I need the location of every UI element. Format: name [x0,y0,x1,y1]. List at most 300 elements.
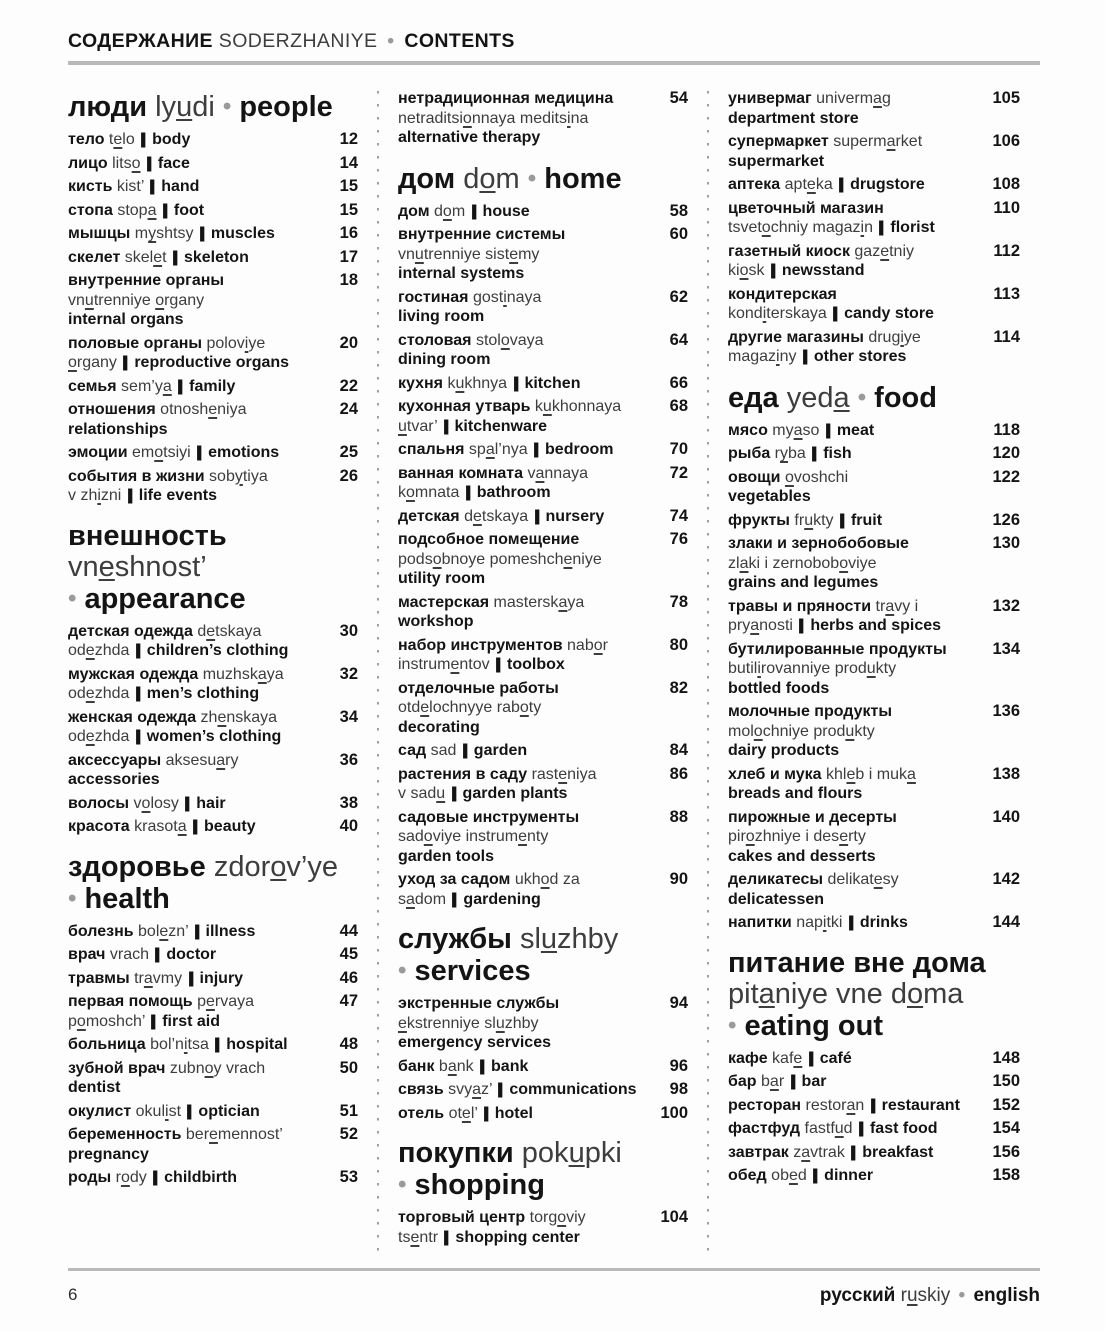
russian-term: роды [68,1169,112,1186]
entry-line [728,1072,978,1092]
entry-line [68,817,316,837]
page-number: 40 [339,817,358,835]
russian-term: отель [398,1104,445,1122]
russian-term: кухонная утварь [398,398,531,415]
russian-term: банк [398,1057,435,1075]
entry-line [68,852,358,883]
bullet-dot: • [68,884,77,912]
entry-line [728,679,978,699]
page-number: 80 [669,635,688,654]
english-term: garden tools [398,847,495,865]
separator-bar: | [531,441,542,458]
entry-line [68,622,316,642]
header-russian-title: СОДЕРЖАНИЕ [68,30,213,52]
transliteration: supermarket [833,133,923,150]
russian-term: события в жизни [68,467,205,485]
transliteration: v sadu [398,785,446,802]
toc-entry [398,679,688,738]
entry-line [398,128,646,148]
page-number: 88 [669,807,688,826]
transliteration: detskaya [197,622,262,640]
page-number: 47 [339,992,358,1010]
toc-entry [68,1125,358,1164]
entry-line [398,464,646,484]
separator-bar: | [450,890,460,908]
entry-line [68,154,316,174]
page-number: 156 [992,1142,1020,1161]
page-number: 104 [660,1208,688,1226]
transliteration: frukty [794,511,834,529]
separator-bar: | [133,642,143,659]
column-divider [377,91,379,1255]
transliteration: vnutrenniye organy [68,291,205,309]
transliteration: bank [438,1057,474,1075]
separator-bar: | [133,685,143,702]
transliteration: vrach [109,946,149,963]
toc-entry [68,751,358,790]
transliteration: zubnoy vrach [169,1059,266,1077]
separator-bar: | [144,154,154,172]
separator-bar: | [806,1049,816,1067]
toc-entry [728,511,1020,531]
separator-bar: | [160,201,170,219]
entry-line [398,1208,646,1228]
entry-line [398,109,646,129]
transliteration: travy i [875,597,919,615]
english-term: communications [509,1081,637,1098]
entry-line [398,847,646,867]
russian-term: напитки [728,914,792,931]
toc-entry [398,89,688,148]
english-term: shopping center [455,1228,580,1246]
russian-term: еда [728,381,779,414]
toc-entry [398,870,688,909]
entry-line [68,91,358,123]
russian-term: кухня [398,374,443,392]
russian-term: овощи [728,468,781,486]
page-number: 150 [992,1072,1020,1090]
separator-bar: | [837,511,847,529]
transliteration: sad [430,742,457,759]
entry-line [398,288,646,308]
separator-bar: | [449,785,459,802]
entry-line [398,994,646,1014]
page-number: 105 [992,89,1020,107]
toc-entry [398,808,688,867]
russian-term: экстренные службы [398,995,560,1012]
entry-line [68,271,316,291]
russian-term: сад [398,742,427,759]
russian-term: злаки и зернобобовые [728,535,909,552]
russian-term: отношения [68,401,156,418]
separator-bar: | [150,1169,161,1186]
entry-line [728,261,978,281]
entry-line [728,1143,978,1163]
english-term: appearance [84,582,246,615]
page-number: 58 [669,201,688,220]
russian-term: супермаркет [728,133,829,150]
page-number: 96 [669,1056,688,1075]
english-term: services [414,955,531,987]
bullet-dot: • [398,1171,407,1198]
toc-entry [728,1049,1020,1069]
russian-term: тело [68,131,105,148]
transliteration: tsvetochniy magazin [728,219,873,236]
entry-line [398,593,646,613]
page-number: 36 [339,750,358,769]
transliteration: telo [108,131,135,148]
entry-line [68,400,316,420]
page-number: 16 [339,224,358,242]
english-term: restaurant [881,1096,960,1114]
toc-entry [68,201,358,221]
page-number: 86 [669,764,688,783]
page-number: 136 [992,702,1020,720]
separator-bar: | [147,178,158,195]
english-term: injury [199,969,244,987]
english-term: accessories [68,771,160,788]
transliteration: restoran [805,1096,865,1114]
english-term: fruit [850,511,883,529]
toc-entry [68,224,358,244]
russian-term: гостиная [398,288,469,306]
toc-entry [728,808,1020,867]
transliteration: myaso [772,421,820,439]
toc-entry [68,1035,358,1055]
transliteration: pervaya [197,993,254,1010]
separator-bar: | [768,262,778,279]
entry-line [68,583,358,615]
page-number: 54 [669,89,688,107]
transliteration: beremennost’ [185,1126,283,1143]
toc-columns [68,89,1040,1265]
english-term: fish [823,445,852,462]
russian-term: внутренние органы [68,272,225,289]
toc-entry [728,913,1020,933]
separator-bar: | [170,248,180,266]
toc-entry [68,177,358,197]
entry-line [728,285,978,305]
english-term: first aid [162,1012,220,1030]
entry-line [728,741,978,761]
entry-line [728,827,978,847]
bullet-dot: • [857,383,867,411]
entry-line [68,310,316,330]
page-number: 26 [339,466,358,485]
entry-line [398,1104,646,1124]
russian-term: ресторан [728,1096,802,1114]
entry-line [398,350,646,370]
entry-line [68,641,316,661]
entry-line [398,698,646,718]
page-number: 130 [992,534,1020,552]
transliteration: apteka [784,176,833,193]
entry-line [728,948,1020,979]
toc-entry [728,1166,1020,1186]
transliteration: emotsiyi [131,444,191,461]
toc-entry [68,622,358,661]
toc-entry [398,1080,688,1100]
russian-term: детская одежда [68,622,193,640]
toc-entry [398,593,688,632]
separator-bar: | [197,225,207,242]
entry-line [398,225,646,245]
russian-term: первая помощь [68,993,193,1010]
transliteration: podsobnoye pomeshcheniye [398,550,602,568]
separator-bar: | [856,1120,866,1137]
russian-term: дом [398,202,430,220]
entry-line [728,1049,978,1069]
separator-bar: | [493,656,504,673]
english-term: decorating [398,718,480,736]
entry-line [728,511,978,531]
english-term: breads and flours [728,785,863,802]
transliteration: butilirovanniye produkty [728,660,897,677]
toc-entry [68,377,358,397]
page-number: 82 [669,678,688,697]
toc-entry [728,175,1020,195]
russian-term: беременность [68,1126,182,1143]
separator-bar: | [194,444,205,461]
entry-line [68,291,316,311]
page-number: 68 [669,397,688,415]
russian-term: врач [68,946,106,963]
entry-line [68,130,316,150]
english-term: nursery [545,507,605,525]
toc-entry [398,1104,688,1124]
russian-term: спальня [398,441,465,458]
english-term: skeleton [183,248,249,266]
page-number: 84 [669,741,688,759]
toc-entry [728,765,1020,804]
russian-term: лицо [68,154,108,172]
transliteration: vneshnost’ [68,550,207,583]
page-number: 142 [992,870,1020,888]
toc-entry [728,444,1020,464]
english-term: bottled foods [728,679,830,697]
english-term: alternative therapy [398,129,541,146]
english-term: shopping [414,1169,545,1201]
entry-line [398,718,646,738]
english-term: foot [173,201,205,219]
entry-line [68,945,316,965]
page-number: 158 [992,1166,1020,1184]
page-number: 45 [339,945,358,963]
entry-line [68,708,316,728]
russian-term: садовые инструменты [398,808,580,826]
toc-entry [68,992,358,1031]
english-term: candy store [844,305,934,322]
english-term: fast food [869,1120,938,1137]
english-term: face [157,154,190,172]
russian-term: питание вне дома [728,946,986,979]
toc-entry [728,132,1020,171]
page-number: 108 [992,175,1020,193]
english-term: grains and legumes [728,574,879,591]
russian-term: женская одежда [68,708,197,726]
english-term: women’s clothing [146,728,282,745]
separator-bar: | [442,1228,452,1246]
entry-line [398,612,646,632]
page-number: 12 [339,130,358,148]
transliteration: utvar’ [398,417,438,435]
entry-line [398,784,646,804]
separator-bar: | [186,969,196,987]
english-term: home [544,162,622,195]
toc-entry [68,248,358,268]
entry-line [68,353,316,373]
transliteration: zlaki i zernoboboviye [728,554,877,572]
page-number: 15 [339,177,358,195]
toc-entry [398,530,688,589]
page-number: 134 [992,639,1020,658]
english-term: bank [491,1057,529,1075]
entry-line [398,1080,646,1100]
english-term: drugstore [850,176,925,193]
transliteration: nabor [567,636,608,654]
russian-term: столовая [398,331,472,349]
page-number: 24 [339,400,358,418]
entry-line [728,328,978,348]
toc-entry [68,794,358,814]
toc-entry [398,202,688,222]
russian-term: кисть [68,178,113,195]
separator-bar: | [532,507,542,525]
english-term: utility room [398,570,486,587]
entry-line [728,554,978,574]
column-divider [707,91,709,1255]
russian-term: фастфуд [728,1120,801,1137]
transliteration: dom [463,162,520,195]
entry-line [68,552,358,583]
english-term: relationships [68,420,168,438]
transliteration: kukhnya [447,374,508,392]
russian-term: зубной врач [68,1059,166,1077]
entry-line [398,655,646,675]
english-term: hospital [226,1036,288,1053]
russian-term: кафе [728,1049,768,1067]
toc-entry [68,1102,358,1122]
transliteration: tsentr [398,1228,439,1246]
page-number: 18 [339,271,358,289]
transliteration: kafe [772,1049,803,1067]
russian-term: бутилированные продукты [728,640,947,658]
entry-line [728,444,978,464]
english-term: hotel [494,1104,533,1122]
english-term: dairy products [728,742,840,759]
english-term: bar [801,1073,827,1090]
transliteration: bol’nitsa [150,1036,209,1053]
transliteration: komnata [398,484,460,501]
separator-bar: | [125,487,135,504]
separator-bar: | [511,374,521,392]
toc-entry [398,1057,688,1077]
russian-term: нетрадиционная медицина [398,90,614,107]
russian-term: пирожные и десерты [728,808,897,826]
entry-line [68,1145,316,1165]
entry-line [398,89,646,109]
transliteration: pokupki [521,1137,622,1169]
transliteration: kist’ [116,178,144,195]
page-number: 22 [339,376,358,395]
transliteration: lyudi [155,91,215,123]
transliteration: v zhizni [68,487,122,504]
russian-term: внешность [68,519,227,552]
separator-bar: | [823,421,833,439]
page-number: 15 [339,200,358,219]
page-number: 34 [339,707,358,726]
separator-bar: | [212,1036,223,1053]
page-number: 94 [669,994,688,1012]
entry-line [728,304,978,324]
english-term: reproductive organs [134,354,290,371]
entry-line [728,616,978,636]
header-english-title: CONTENTS [404,30,515,52]
toc-entry [398,741,688,761]
russian-term: травы и пряности [728,597,872,615]
page-number: 50 [339,1058,358,1077]
transliteration: kiosk [728,262,765,279]
toc-entry [728,640,1020,699]
toc-entry [728,1143,1020,1163]
entry-line [68,177,316,197]
english-term: supermarket [728,152,825,170]
entry-line [728,242,978,262]
toc-entry [398,440,688,460]
separator-bar: | [809,445,820,462]
transliteration: volosy [133,794,179,812]
transliteration: bolezn’ [138,922,189,940]
toc-entry [68,154,358,174]
russian-term: универмаг [728,90,812,107]
page-number: 44 [339,921,358,940]
entry-line [728,573,978,593]
english-term: dining room [398,351,491,368]
transliteration: vnutrenniye sistemy [398,245,540,263]
russian-term: скелет [68,248,121,266]
page-number: 120 [992,444,1020,462]
transliteration: pryanosti [728,617,793,634]
entry-line [728,870,978,890]
entry-line [68,1012,316,1032]
english-term: eating out [744,1009,884,1042]
entry-line [68,521,358,552]
entry-line [728,808,978,828]
english-term: toolbox [507,656,565,673]
russian-term: кондитерская [728,285,837,303]
transliteration: aksesuary [165,751,239,769]
toc-entry [398,331,688,370]
russian-term: ванная комната [398,464,524,482]
page-number: 52 [339,1125,358,1143]
russian-term: красота [68,818,130,835]
english-term: health [84,882,170,915]
entry-line [398,163,688,195]
header-rule [68,61,1040,65]
english-term: gardening [463,890,541,908]
bullet-dot: • [68,584,77,612]
transliteration: stopa [117,201,157,219]
transliteration: obed [771,1167,807,1184]
russian-term: внутренние системы [398,226,566,243]
entry-line [68,443,316,463]
transliteration: khleb i muka [826,765,916,783]
transliteration: sadom [398,890,447,908]
english-term: kitchenware [454,417,548,435]
entry-line [728,132,978,152]
english-term: bathroom [476,484,551,501]
entry-line [728,722,978,742]
